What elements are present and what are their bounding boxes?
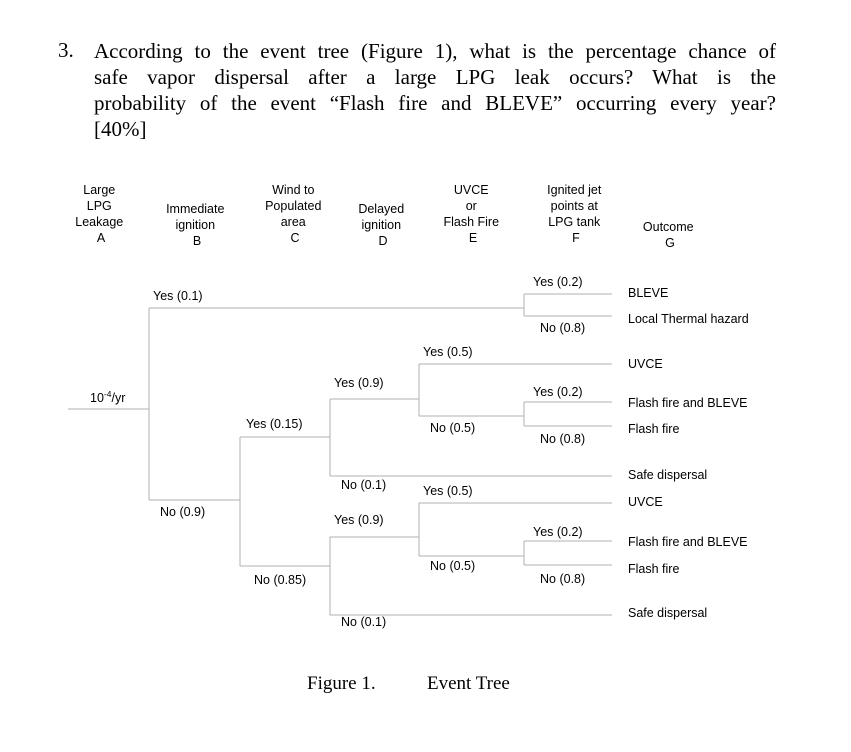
branch-d1-no: No (0.1) xyxy=(341,478,387,492)
outcome-5: Flash fire xyxy=(628,422,680,436)
branch-e2-no: No (0.5) xyxy=(430,559,476,573)
initiating-frequency-label: $10^{-4}/yr$ xyxy=(90,389,126,405)
branch-e2-yes: Yes (0.5) xyxy=(423,484,473,498)
outcome-1: BLEVE xyxy=(628,286,669,300)
outcome-9: Flash fire xyxy=(628,562,680,576)
branch-e1-no: No (0.5) xyxy=(430,421,476,435)
branch-d2-yes: Yes (0.9) xyxy=(334,513,384,527)
header-f: Ignited jet points at LPG tank F xyxy=(547,183,602,245)
branch-f2-yes: Yes (0.2) xyxy=(533,385,583,399)
outcome-6: Safe dispersal xyxy=(628,468,708,482)
question-line-3: probability of the event “Flash fire and BLEVE” occurring every year? xyxy=(94,91,776,115)
question-line-1: According to the event tree (Figure 1), what is the percentage chance of xyxy=(94,39,776,63)
outcome-7: UVCE xyxy=(628,495,663,509)
figure-caption-number: Figure 1. xyxy=(307,673,376,694)
branch-c-no: No (0.85) xyxy=(254,573,307,587)
header-a: Large LPG Leakage A xyxy=(75,183,124,245)
question-marks: [40%] xyxy=(94,117,147,141)
column-headers xyxy=(75,183,697,250)
outcome-10: Safe dispersal xyxy=(628,606,708,620)
outcome-3: UVCE xyxy=(628,357,663,371)
header-b: Immediate ignition B xyxy=(166,202,225,248)
question-line-2: safe vapor dispersal after a large LPG leak occurs? What is the xyxy=(94,65,776,89)
branch-f1-yes: Yes (0.2) xyxy=(533,275,583,289)
header-c: Wind to Populated area C xyxy=(265,183,322,245)
branch-f2-no: No (0.8) xyxy=(540,432,586,446)
initiating-frequency xyxy=(90,389,125,405)
branch-f3-no: No (0.8) xyxy=(540,572,586,586)
question-number: 3. xyxy=(58,38,74,62)
header-g: Outcome G xyxy=(642,220,694,250)
outcome-8: Flash fire and BLEVE xyxy=(628,535,748,549)
branch-d1-yes: Yes (0.9) xyxy=(334,376,384,390)
branch-b-no: No (0.9) xyxy=(160,505,206,519)
figure-caption-title: Event Tree xyxy=(427,673,510,694)
header-e: UVCE or Flash Fire E xyxy=(443,183,500,245)
branch-labels xyxy=(153,275,585,629)
branch-f3-yes: Yes (0.2) xyxy=(533,525,583,539)
branch-d2-no: No (0.1) xyxy=(341,615,387,629)
outcome-2: Local Thermal hazard xyxy=(628,312,749,326)
header-d: Delayed ignition D xyxy=(358,202,405,248)
branch-c-yes: Yes (0.15) xyxy=(246,417,303,431)
branch-b-yes: Yes (0.1) xyxy=(153,289,203,303)
outcome-labels xyxy=(628,286,749,620)
outcome-4: Flash fire and BLEVE xyxy=(628,396,748,410)
branch-e1-yes: Yes (0.5) xyxy=(423,345,473,359)
tree-lines xyxy=(68,294,612,615)
branch-f1-no: No (0.8) xyxy=(540,321,586,335)
